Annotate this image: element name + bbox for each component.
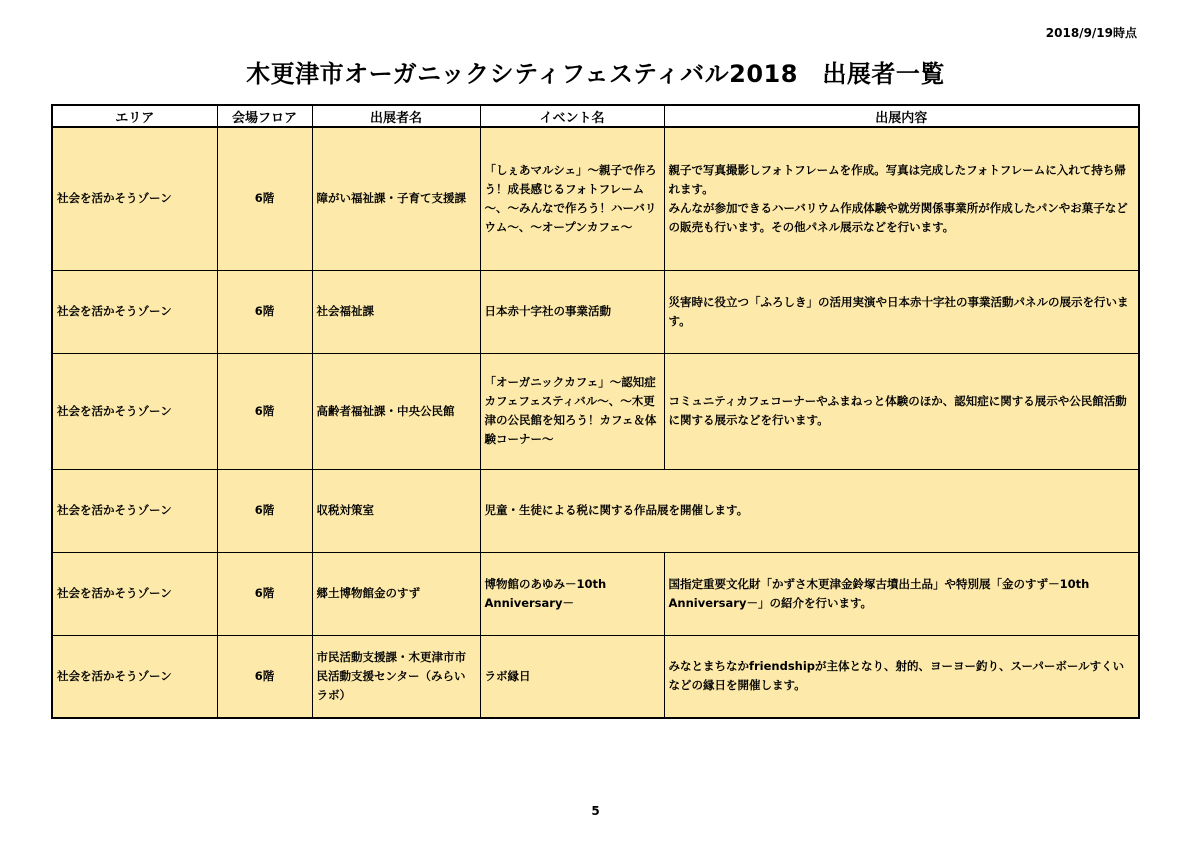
exhibitor-cell: 社会福祉課 <box>312 270 480 353</box>
event-cell: 日本赤十字社の事業活動 <box>480 270 664 353</box>
exhibitor-cell: 郷土博物館金のすず <box>312 552 480 635</box>
merged-content-cell: 児童・生徒による税に関する作品展を開催します。 <box>480 469 1139 552</box>
area-cell: 社会を活かそうゾーン <box>52 635 217 718</box>
table-row <box>52 552 1139 635</box>
content-cell: コミュニティカフェコーナーやふまねっと体験のほか、認知症に関する展示や公民館活動に関する展示などを行います。 <box>664 353 1139 469</box>
exhibitor-cell: 収税対策室 <box>312 469 480 552</box>
floor-cell: 6階 <box>217 469 312 552</box>
area-cell: 社会を活かそうゾーン <box>52 127 217 270</box>
floor-cell: 6階 <box>217 552 312 635</box>
table-row <box>52 270 1139 353</box>
event-cell: 「しぇあマルシェ」～親子で作ろう！成長感じるフォトフレーム～、～みんなで作ろう！ハーバリウム～、～オープンカフェ～ <box>480 127 664 270</box>
exhibitor-table <box>51 104 1140 719</box>
column-header-event: イベント名 <box>480 105 664 127</box>
content-cell: 親子で写真撮影しフォトフレームを作成。写真は完成したフォトフレームに入れて持ち帰れます。 みんなが参加できるハーバリウム作成体験や就労関係事業所が作成したパンやお菓子などの販売も行います。その他パネル展示などを行います。 <box>664 127 1139 270</box>
area-cell: 社会を活かそうゾーン <box>52 270 217 353</box>
content-cell: 災害時に役立つ「ふろしき」の活用実演や日本赤十字社の事業活動パネルの展示を行います。 <box>664 270 1139 353</box>
exhibitor-cell: 障がい福祉課・子育て支援課 <box>312 127 480 270</box>
table-header-row <box>52 105 1139 127</box>
floor-cell: 6階 <box>217 270 312 353</box>
table-row <box>52 127 1139 270</box>
date-stamp: 2018/9/19時点 <box>1045 26 1137 40</box>
floor-cell: 6階 <box>217 635 312 718</box>
area-cell: 社会を活かそうゾーン <box>52 552 217 635</box>
area-cell: 社会を活かそうゾーン <box>52 469 217 552</box>
column-header-exhibitor: 出展者名 <box>312 105 480 127</box>
content-cell: みなとまちなかfriendshipが主体となり、射的、ヨーヨー釣り、スーパーボールすくいなどの縁日を開催します。 <box>664 635 1139 718</box>
exhibitor-cell: 市民活動支援課・木更津市市民活動支援センター（みらいラボ） <box>312 635 480 718</box>
content-cell: 国指定重要文化財「かずさ木更津金鈴塚古墳出土品」や特別展「金のすず－10th Anniversary－」の紹介を行います。 <box>664 552 1139 635</box>
floor-cell: 6階 <box>217 127 312 270</box>
column-header-floor: 会場フロア <box>217 105 312 127</box>
column-header-content: 出展内容 <box>664 105 1139 127</box>
column-header-area: エリア <box>52 105 217 127</box>
table-row <box>52 469 1139 552</box>
event-cell: ラボ縁日 <box>480 635 664 718</box>
page-number: 5 <box>591 804 600 818</box>
exhibitor-cell: 高齢者福祉課・中央公民館 <box>312 353 480 469</box>
event-cell: 「オーガニックカフェ」～認知症カフェフェスティバル～、～木更津の公民館を知ろう！カフェ＆体験コーナー～ <box>480 353 664 469</box>
table-row <box>52 635 1139 718</box>
table-row <box>52 353 1139 469</box>
event-cell: 博物館のあゆみ－10th Anniversary－ <box>480 552 664 635</box>
page-title: 木更津市オーガニックシティフェスティバル2018 出展者一覧 <box>246 60 945 88</box>
floor-cell: 6階 <box>217 353 312 469</box>
area-cell: 社会を活かそうゾーン <box>52 353 217 469</box>
